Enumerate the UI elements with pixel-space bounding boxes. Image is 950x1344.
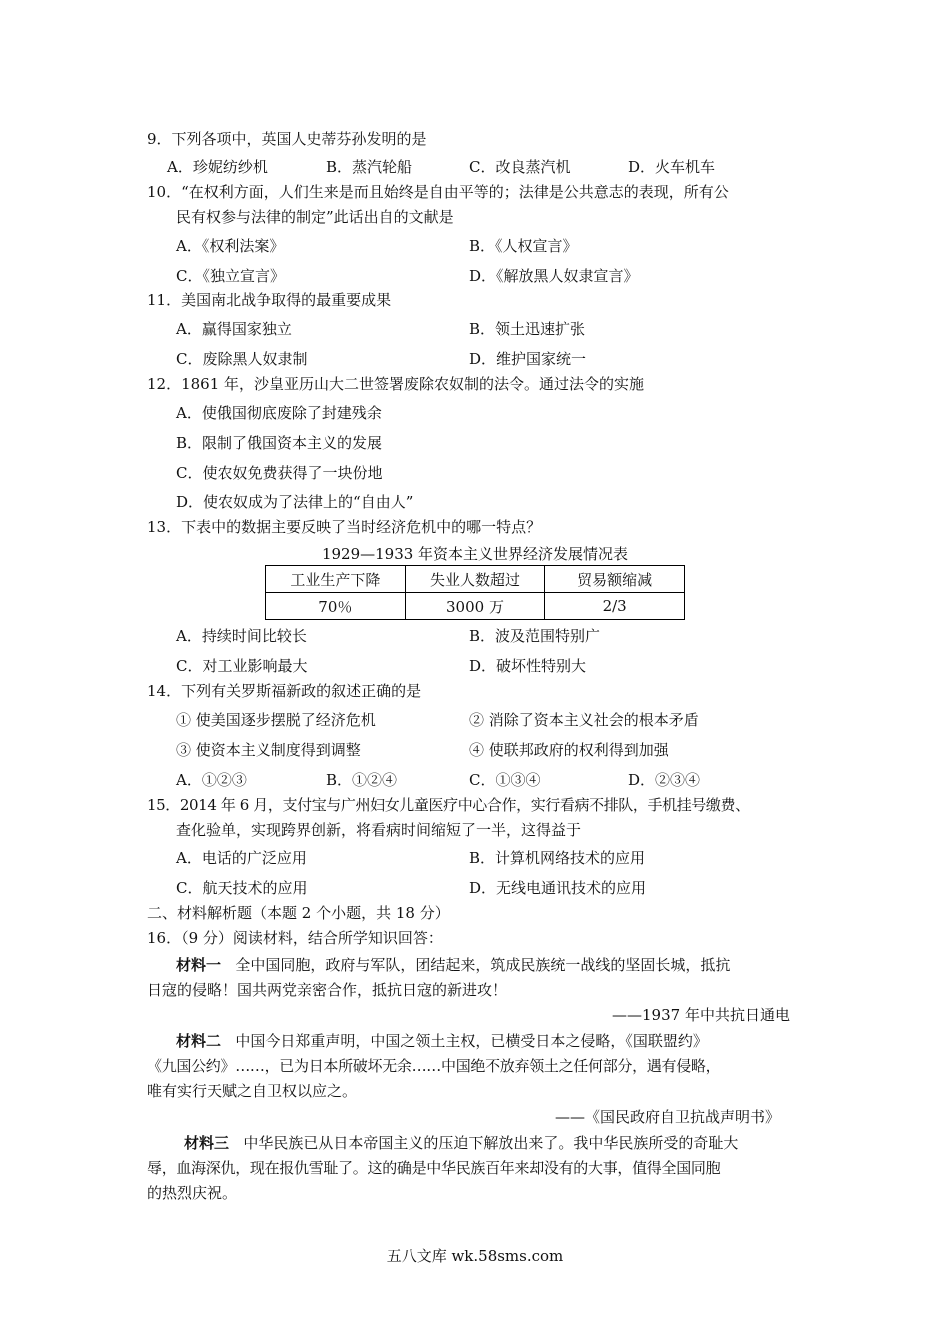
q15-option-c: C．航天技术的应用 [176,879,308,897]
material1-line2: 日寇的侵略！国共两党亲密合作，抵抗日寇的新进攻！ [147,981,508,999]
q11-option-a: A．赢得国家独立 [176,320,292,338]
q10-option-a: A．《权利法案》 [176,237,285,255]
q11-option-b: B．领土迅速扩张 [469,320,586,338]
q10-stem-line1: 10．“在权利方面，人们生来是而且始终是自由平等的；法律是公共意志的表现，所有公 [147,183,729,201]
q12-option-a: A．使俄国彻底废除了封建残余 [176,404,382,422]
q15-stem-line2: 查化验单，实现跨界创新，将看病时间缩短了一半，这得益于 [176,821,582,839]
q15-option-d: D．无线电通讯技术的应用 [469,879,647,897]
table-cell: 2/3 [545,593,685,620]
q14-stem: 14．下列有关罗斯福新政的叙述正确的是 [147,682,422,700]
q15-option-b: B．计算机网络技术的应用 [469,849,646,867]
material2-source: ——《国民政府自卫抗战声明书》 [555,1108,781,1126]
q9-option-a: A．珍妮纺纱机 [167,158,268,176]
material2-label: 材料二 [176,1032,222,1050]
q10-stem-line2: 民有权参与法律的制定”此话出自的文献是 [176,208,454,226]
table-header-cell: 失业人数超过 [405,566,545,593]
material1-line1 [176,955,730,975]
q11-stem: 11．美国南北战争取得的最重要成果 [147,291,392,309]
material1-label: 材料一 [176,956,222,974]
q14-option-a: A．①②③ [176,771,247,789]
material2-line3: 唯有实行天赋之自卫权以应之。 [147,1082,358,1100]
material1-source: ——1937 年中共抗日通电 [612,1006,790,1024]
q13-stem: 13．下表中的数据主要反映了当时经济危机中的哪一特点？ [147,518,542,536]
table-header-cell: 贸易额缩减 [545,566,685,593]
q10-option-c: C．《独立宣言》 [176,267,285,285]
table-cell: 70％ [266,593,406,620]
q13-option-c: C．对工业影响最大 [176,657,308,675]
q12-option-d: D．使农奴成为了法律上的“自由人” [176,493,414,511]
q16-stem: 16．（9 分）阅读材料，结合所学知识回答： [147,929,443,947]
table-row [266,593,685,620]
q13-data-table [265,565,685,620]
page-footer: 五八文库 wk.58sms.com [386,1247,564,1265]
q11-option-d: D．维护国家统一 [469,350,587,368]
q15-stem-line1: 15．2014 年 6 月，支付宝与广州妇女儿童医疗中心合作，实行看病不排队，手机挂号缴费、 [147,796,750,814]
q11-option-c: C．废除黑人奴隶制 [176,350,308,368]
table-header-cell: 工业生产下降 [266,566,406,593]
table-cell: 3000 万 [405,593,545,620]
q14-item-2: ② 消除了资本主义社会的根本矛盾 [469,711,699,729]
q12-option-c: C．使农奴免费获得了一块份地 [176,464,383,482]
q10-option-b: B．《人权宣言》 [469,237,578,255]
material2-text: 中国今日郑重声明，中国之领土主权，已横受日本之侵略，《国联盟约》 [235,1032,708,1050]
q14-item-3: ③ 使资本主义制度得到调整 [176,741,361,759]
material3-text: 中华民族已从日本帝国主义的压迫下解放出来了。我中华民族所受的奇耻大 [243,1134,739,1152]
q13-option-d: D．破坏性特别大 [469,657,587,675]
q12-stem: 12．1861 年，沙皇亚历山大二世签署废除农奴制的法令。通过法令的实施 [147,375,645,393]
q9-option-b: B．蒸汽轮船 [326,158,413,176]
q9-option-c: C．改良蒸汽机 [469,158,571,176]
q13-table-title: 1929—1933 年资本主义世界经济发展情况表 [321,545,629,563]
q14-item-4: ④ 使联邦政府的权利得到加强 [469,741,669,759]
material3-label: 材料三 [184,1134,230,1152]
q13-option-b: B．波及范围特别广 [469,627,601,645]
q10-option-d: D．《解放黑人奴隶宣言》 [469,267,639,285]
q14-item-1: ① 使美国逐步摆脱了经济危机 [176,711,376,729]
q13-option-a: A．持续时间比较长 [176,627,307,645]
material1-text: 全中国同胞，政府与军队，团结起来，筑成民族统一战线的坚固长城，抵抗 [235,956,731,974]
material3-line1 [184,1133,738,1153]
q14-option-b: B．①②④ [326,771,398,789]
material3-line3: 的热烈庆祝。 [147,1184,238,1202]
table-header-row [266,566,685,593]
material3-line2: 辱，血海深仇，现在报仇雪耻了。这的确是中华民族百年来却没有的大事，值得全国同胞 [147,1159,721,1177]
material2-line2: 《九国公约》……，已为日本所破坏无余……中国绝不放弃领土之任何部分，遇有侵略， [147,1057,721,1075]
q15-option-a: A．电话的广泛应用 [176,849,307,867]
q9-option-d: D．火车机车 [628,158,716,176]
q9-stem: 9．下列各项中，英国人史蒂芬孙发明的是 [147,130,427,148]
material2-line1 [176,1031,708,1051]
q14-option-c: C．①③④ [469,771,541,789]
q12-option-b: B．限制了俄国资本主义的发展 [176,434,383,452]
q14-option-d: D．②③④ [628,771,701,789]
section2-heading: 二、材料解析题（本题 2 个小题，共 18 分） [147,904,450,922]
